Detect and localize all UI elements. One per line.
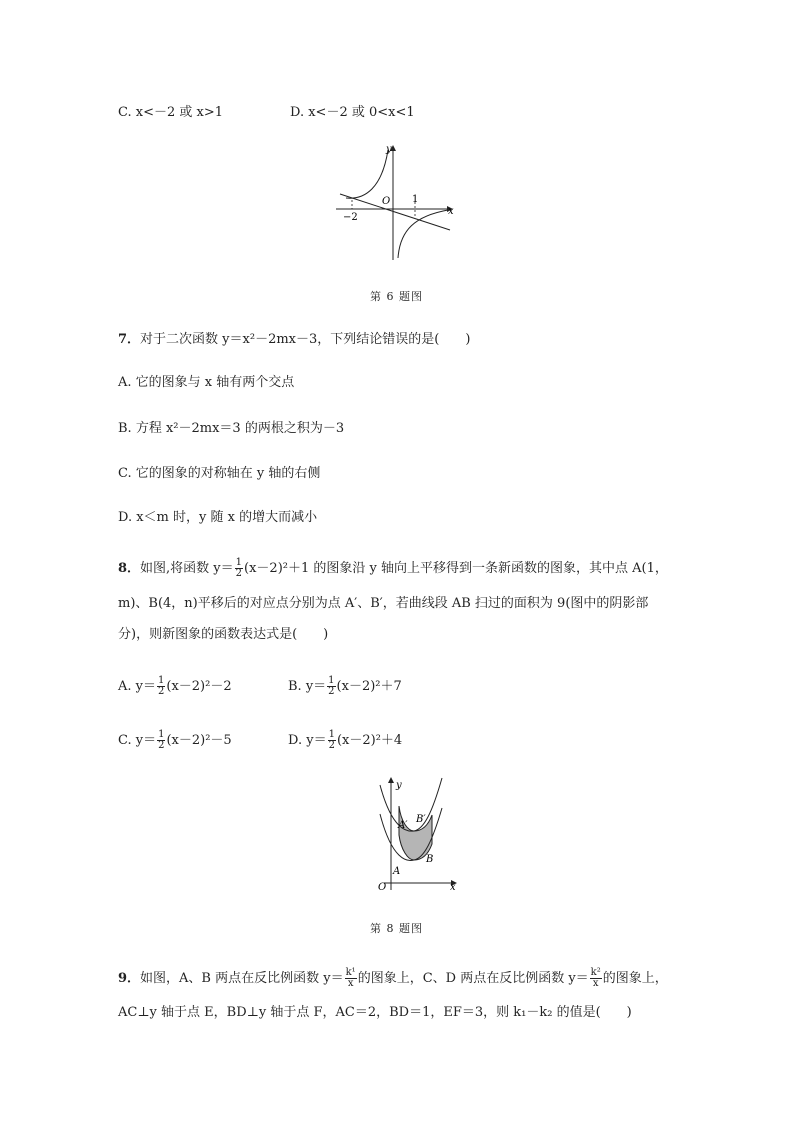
q8-option-d-den: 2 <box>328 740 335 751</box>
q9-fraction-k2 <box>590 968 602 989</box>
q6-option-d: D. x<－2 或 0<x<1 <box>290 105 415 120</box>
q8-y-label: y <box>396 780 402 791</box>
q8-stem-1b: (x－2)²＋1 的图象沿 y 轴向上平移得到一条新函数的图象，其中点 A(1， <box>244 561 668 576</box>
q8-stem-line2: m)、B(4，n)平移后的对应点分别为点 A′、B′，若曲线段 AB 扫过的面积为 9(图中的阴影部 <box>118 596 649 611</box>
q7-option-d: D. x＜m 时，y 随 x 的增大而减小 <box>118 510 318 525</box>
q8-option-d <box>288 730 402 751</box>
q8-stem-line3: 分)，则新图象的函数表达式是( ) <box>118 627 329 642</box>
q9-stem-1a: 如图，A、B 两点在反比例函数 y＝ <box>140 971 344 986</box>
q8-option-c-pre: C. y＝ <box>118 733 157 748</box>
q9-x-den1: x <box>347 978 354 989</box>
q8-point-a-label: A <box>393 866 401 877</box>
q8-half-num: 1 <box>235 557 243 568</box>
q9-k1: k¹ <box>345 967 356 978</box>
q8-option-c <box>118 730 232 751</box>
q8-option-a-pre: A. y＝ <box>118 679 156 694</box>
q8-option-b-num: 1 <box>328 675 335 686</box>
q8-figure <box>362 772 462 894</box>
q8-option-a <box>118 676 232 697</box>
q8-option-b-frac <box>327 676 335 697</box>
q6-caption: 第 6 题图 <box>370 290 423 303</box>
q9-fraction-k1 <box>345 968 357 989</box>
q8-option-b-post: (x－2)²＋7 <box>336 679 402 694</box>
q8-option-c-den: 2 <box>158 740 165 751</box>
q7-number: 7． <box>118 332 141 347</box>
q8-option-d-frac <box>328 730 336 751</box>
q8-option-c-post: (x－2)²－5 <box>166 733 232 748</box>
q6-figure <box>330 140 470 264</box>
q9-stem-line1 <box>118 968 668 989</box>
q8-number: 8． <box>118 561 141 576</box>
q9-x-den2: x <box>592 978 599 989</box>
q8-option-d-post: (x－2)²＋4 <box>336 733 403 748</box>
q7-stem <box>118 331 470 349</box>
q8-stem-1a: 如图,将函数 y＝ <box>140 561 234 576</box>
q8-half-den: 2 <box>235 568 243 579</box>
q6-origin-label: O <box>382 196 391 207</box>
q8-option-c-frac <box>157 730 165 751</box>
q6-option-c: C. x<－2 或 x>1 <box>118 105 224 120</box>
q6-x-label: x <box>448 206 454 217</box>
q8-option-b-pre: B. y＝ <box>288 679 327 694</box>
q8-fraction-half <box>235 558 243 579</box>
q9-k2: k² <box>590 967 601 978</box>
q8-option-a-frac <box>157 676 165 697</box>
q8-caption: 第 8 题图 <box>370 922 423 935</box>
q7-option-b: B. 方程 x²－2mx＝3 的两根之积为－3 <box>118 421 345 436</box>
q8-x-label: x <box>450 882 456 893</box>
q8-option-b <box>288 676 402 697</box>
q6-y-label: y <box>386 144 392 155</box>
q9-stem-1b: 的图象上，C、D 两点在反比例函数 y＝ <box>357 971 589 986</box>
q7-option-a: A. 它的图象与 x 轴有两个交点 <box>118 375 295 390</box>
q8-option-d-num: 1 <box>328 729 335 740</box>
q8-stem-line1 <box>118 558 668 579</box>
q8-option-c-num: 1 <box>158 729 165 740</box>
q8-option-d-pre: D. y＝ <box>288 733 327 748</box>
q7-option-c: C. 它的图象的对称轴在 y 轴的右侧 <box>118 466 321 481</box>
q8-point-a-prime-label: A′ <box>398 820 408 831</box>
q8-option-a-num: 1 <box>158 675 165 686</box>
q8-option-a-den: 2 <box>158 686 165 697</box>
q8-option-a-post: (x－2)²－2 <box>166 679 232 694</box>
q8-point-b-prime-label: B′ <box>416 814 426 825</box>
q9-stem-line2: AC⊥y 轴于点 E，BD⊥y 轴于点 F，AC＝2，BD＝1，EF＝3，则 k₁－k₂ 的值是( ) <box>118 1005 632 1020</box>
q6-minus2-label: −2 <box>343 212 358 223</box>
q6-one-label: 1 <box>412 194 419 205</box>
q7-stem-text: 对于二次函数 y＝x²－2mx－3，下列结论错误的是( ) <box>140 332 471 347</box>
q9-number: 9． <box>118 971 141 986</box>
q8-origin-label: O <box>378 882 387 893</box>
q9-stem-1c: 的图象上， <box>602 971 668 986</box>
q8-point-b-label: B <box>426 854 434 865</box>
q8-option-b-den: 2 <box>328 686 335 697</box>
